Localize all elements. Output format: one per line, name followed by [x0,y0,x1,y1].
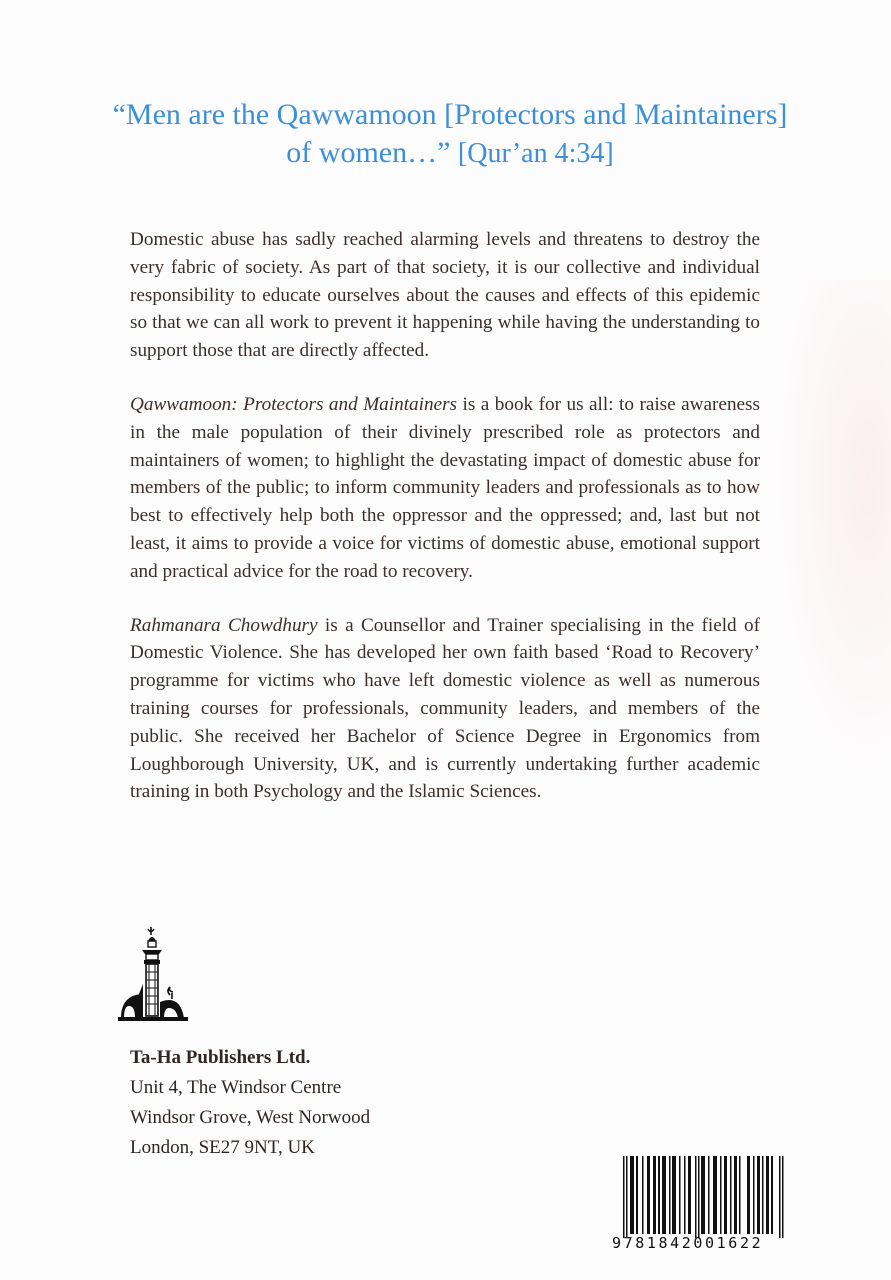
epigraph-quote [100,96,800,173]
quote-reference: [Qur’an 4:34] [457,138,614,169]
address-line-1: Unit 4, The Windsor Centre [130,1077,342,1098]
minaret-mosque-logo-icon [118,925,188,1025]
blurb-body [130,226,760,832]
quote-text: “Men are the Qawwamoon [Protectors and Maintainers] of women…” [112,98,788,169]
background-tint [771,280,891,780]
barcode-icon [612,1156,797,1238]
address-line-2: Windsor Grove, West Norwood [130,1107,371,1128]
publisher-block [130,1043,370,1163]
paragraph-author-bio [130,612,760,807]
address-line-3: London, SE27 9NT, UK [130,1137,315,1158]
author-name-italic: Rahmanara Chowdhury [130,614,318,636]
paragraph-text: is a book for us all: to raise awareness in the male population of their divinely prescribed role as protectors and maintainers of women; to highlight the devastating impact of domestic abuse for members of the public; to inform community leaders and professionals as to how best to effectively help both the oppressor and the oppressed; and, last but not least, it aims to provide a voice for victims of domestic abuse, emotional support and practical advice for the road to recovery. [130,393,760,582]
isbn-digits: 9781842001622 [612,1234,764,1252]
publisher-name: Ta-Ha Publishers Ltd. [130,1047,311,1068]
paragraph-text: Domestic abuse has sadly reached alarming levels and threatens to destroy the very fabric of society. As part of that society, it is our collective and individual responsibility to educate ourselves about the causes and effects of this epidemic so that we can all work to prevent it happening while having the understanding to support those that are directly affected. [130,229,760,362]
paragraph-text: is a Counsellor and Trainer specialising in the field of Domestic Violence. She has developed her own faith based ‘Road to Recovery’ programme for victims who have left domestic violence as well as numerous training courses for professionals, community leaders, and members of the public. She received her Bachelor of Science Degree in Ergonomics from Loughborough University, UK, and is currently undertaking further academic training in both Psychology and the Islamic Sciences. [130,614,760,803]
isbn-barcode [612,1156,797,1256]
book-title-italic: Qawwamoon: Protectors and Maintainers [130,393,457,415]
paragraph-book-description [130,391,760,586]
paragraph-intro [130,226,760,365]
